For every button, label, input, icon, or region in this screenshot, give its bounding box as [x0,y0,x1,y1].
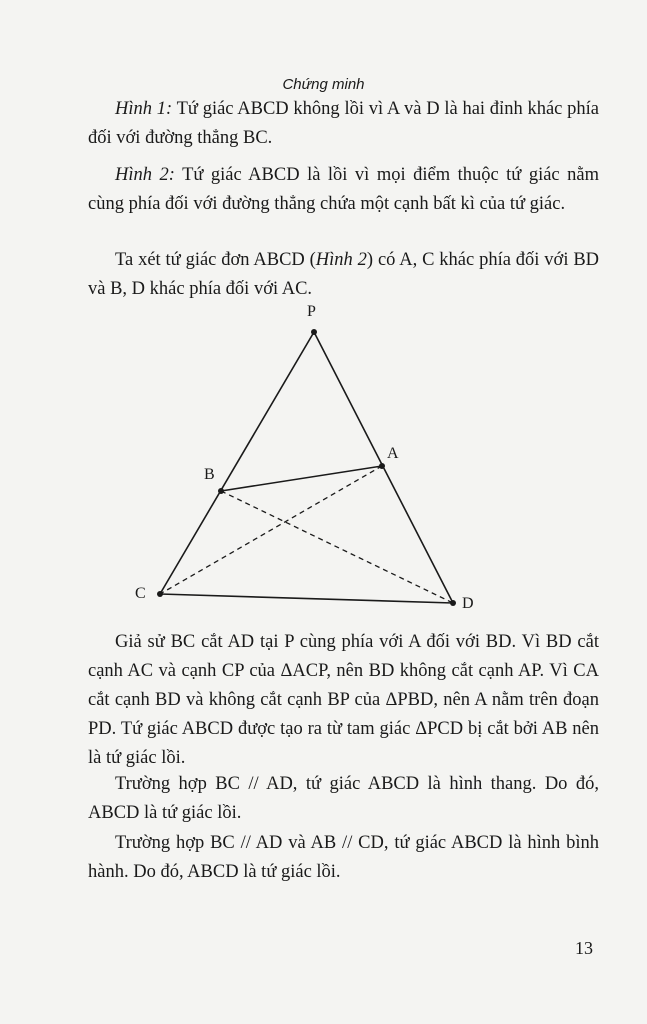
point-b [218,488,224,494]
label-d: D [462,595,474,612]
diagonal-ac [160,466,382,594]
page-number: 13 [575,938,593,958]
figure-1-text: Tứ giác ABCD không lồi vì A và D là hai đỉnh khác phía đối với đường thẳng BC. [88,99,600,148]
segment-pc [160,332,314,594]
figure-1-lead: Hình 1: [115,99,173,119]
segment-cd [160,594,453,603]
p3-post: ) có A, C khác phía đối với BD và B, D khác phía đối với AC. [88,250,600,299]
point-d [450,600,456,606]
point-c [157,591,163,597]
p3-figure-ref: Hình 2 [315,250,367,270]
paragraph-case-parallelogram: Trường hợp BC // AD và AB // CD, tứ giác ABCD là hình bình hành. Do đó, ABCD là tứ giác lồi. [88,833,599,882]
figure-2-text: Tứ giác ABCD là lồi vì mọi điểm thuộc tứ giác nằm cùng phía đối với đường thẳng chứa một cạnh bất kì của tứ giác. [88,165,599,214]
paragraph-case-trapezoid: Trường hợp BC // AD, tứ giác ABCD là hình thang. Do đó, ABCD là tứ giác lồi. [88,774,599,823]
label-b: B [204,466,215,483]
diagonal-bd [221,491,453,603]
label-p: P [307,303,316,320]
figure-2-lead: Hình 2: [115,165,175,185]
paragraph-figure-1 [88,95,599,153]
p3-pre: Ta xét tứ giác đơn ABCD ( [115,250,316,270]
paragraph-figure-2 [88,161,599,219]
section-heading: Chứng minh [282,76,365,93]
label-a: A [387,445,399,462]
label-c: C [135,585,146,602]
paragraph-proof: Giả sử BC cắt AD tại P cùng phía với A đối với BD. Vì BD cắt cạnh AC và cạnh CP của ΔACP, nên BD không cắt cạnh AP. Vì CA cắt cạnh BD và không cắt cạnh BP của ΔPBD, nên A nằm trên đoạn PD. Tứ giác ABCD được tạo ra từ tam giác ΔPCD bị cắt bởi AB nên là tứ giác lồi. [88,632,599,768]
segment-ab [221,466,382,491]
point-p [311,329,317,335]
point-a [379,463,385,469]
quadrilateral-figure [135,296,480,626]
